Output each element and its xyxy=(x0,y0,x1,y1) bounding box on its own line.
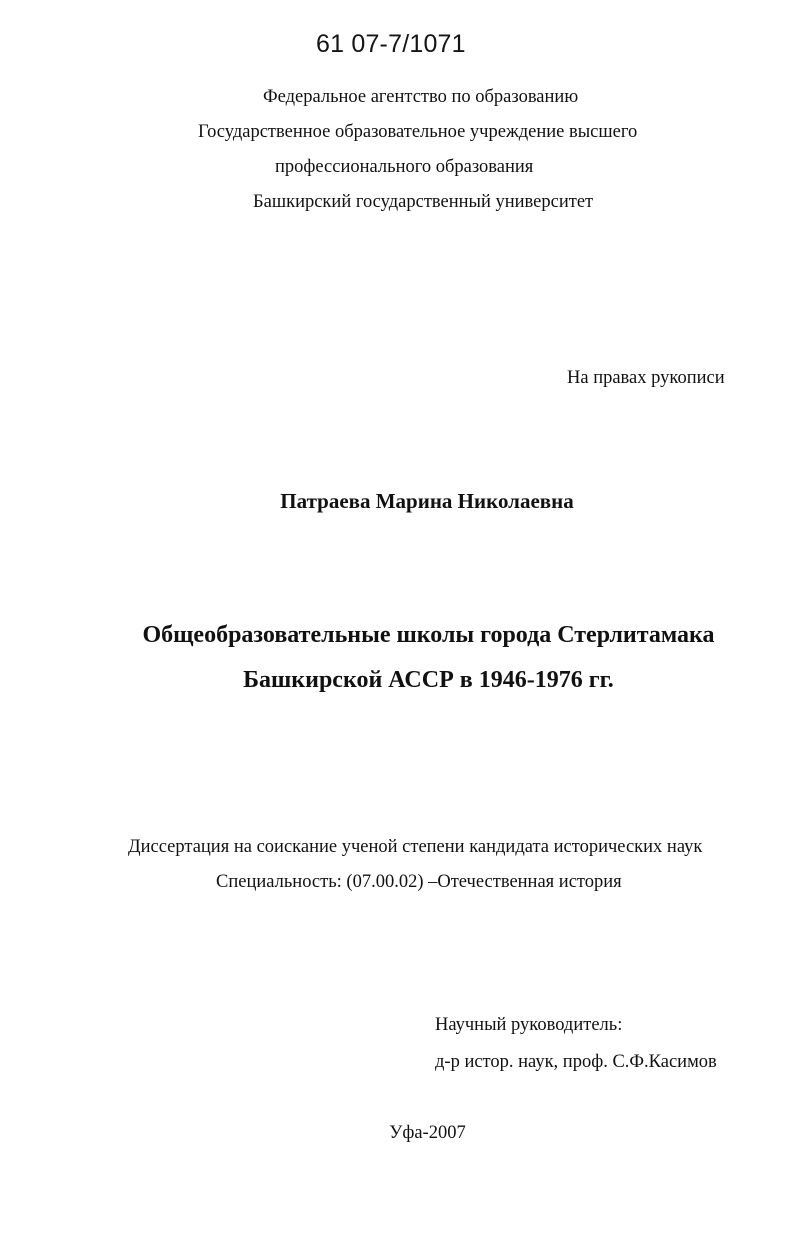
specialty-line: Специальность: (07.00.02) –Отечественная история xyxy=(216,872,622,892)
organization-line-education: профессионального образования xyxy=(275,157,534,177)
title-line-1: Общеобразовательные школы города Стерлитамака xyxy=(142,622,715,648)
supervisor-name: д-р истор. наук, проф. С.Ф.Касимов xyxy=(435,1052,717,1072)
organization-line-agency: Федеральное агентство по образованию xyxy=(263,87,579,107)
title-line-2: Башкирской АССР в 1946-1976 гг. xyxy=(243,667,614,693)
archive-stamp-number: 61 07-7/1071 xyxy=(316,30,466,58)
city-year: Уфа-2007 xyxy=(389,1123,466,1143)
author-name: Патраева Марина Николаевна xyxy=(280,489,574,513)
organization-line-university: Башкирский государственный университет xyxy=(253,192,594,212)
supervisor-label: Научный руководитель: xyxy=(435,1015,623,1035)
manuscript-rights-note: На правах рукописи xyxy=(567,368,725,388)
degree-line: Диссертация на соискание ученой степени кандидата исторических наук xyxy=(128,837,703,857)
organization-line-institution: Государственное образовательное учреждение высшего xyxy=(198,122,638,142)
